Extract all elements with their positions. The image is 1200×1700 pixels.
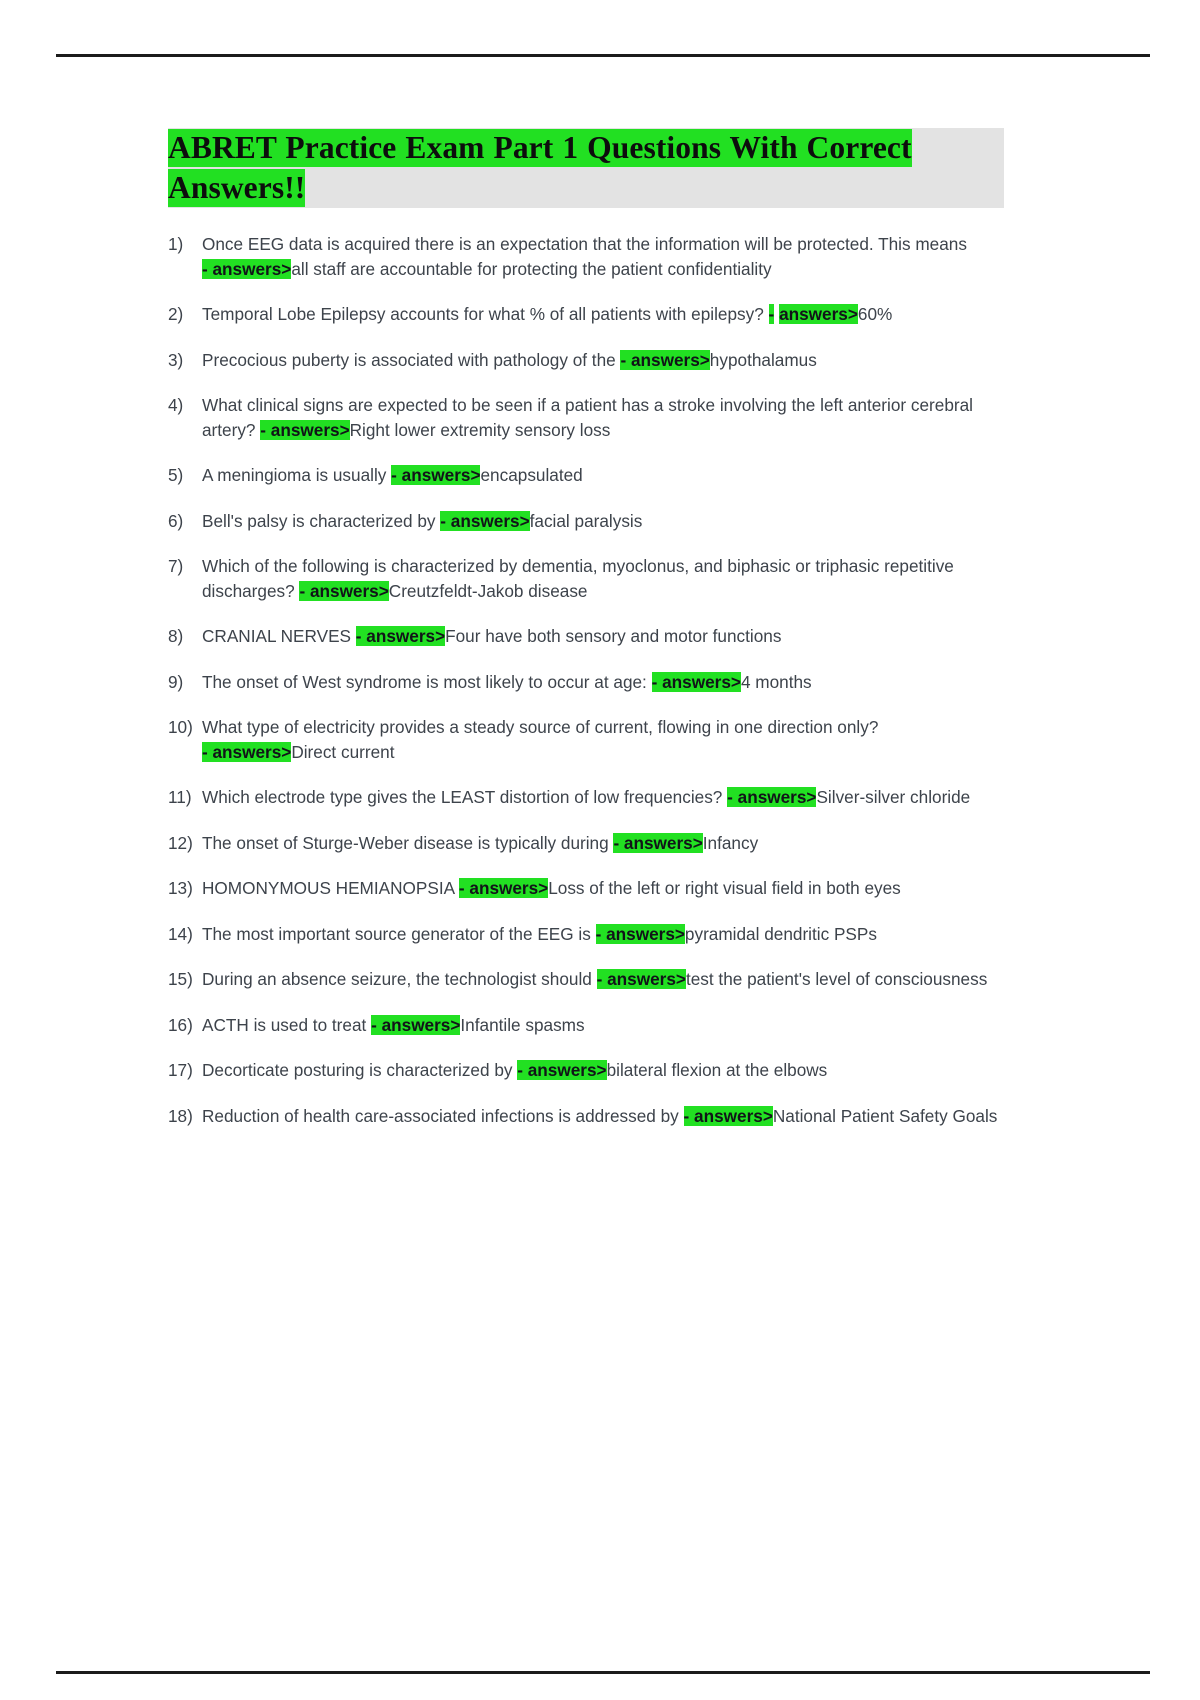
question-prompt: CRANIAL NERVES (202, 626, 356, 646)
question-prompt: The onset of Sturge-Weber disease is typically during (202, 832, 614, 853)
question-text (202, 554, 1010, 603)
question-number: 7) (168, 556, 184, 576)
question-text (202, 509, 1010, 534)
answer-text: 60% (857, 304, 893, 324)
answer-text: facial paralysis (529, 510, 643, 531)
question-number: 13) (168, 878, 193, 898)
question-item (168, 670, 1010, 695)
question-number: 14) (168, 923, 193, 944)
question-text (202, 232, 1010, 281)
question-text (202, 831, 1010, 856)
question-prompt: Reduction of health care-associated infections is addressed by (202, 1105, 684, 1126)
question-prompt: Which electrode type gives the LEAST distortion of low frequencies? (202, 787, 728, 807)
footer-rule (56, 1671, 1150, 1674)
question-prompt: Which of the following is characterized by dementia, myoclonus, and biphasic or triphasic repetitive discharges? (202, 556, 954, 601)
question-item (168, 393, 1010, 442)
question-item (168, 785, 1010, 810)
question-item (168, 876, 1010, 901)
answer-marker: - answers> (683, 1105, 773, 1126)
question-number: 1) (168, 234, 184, 254)
question-text (202, 876, 1010, 901)
question-item (168, 624, 1010, 649)
question-prompt: HOMONYMOUS HEMIANOPSIA (202, 878, 459, 898)
answer-marker: - answers> (458, 878, 549, 898)
answer-text: pyramidal dendritic PSPs (684, 923, 877, 944)
question-text (202, 1104, 1010, 1129)
answer-marker: - answers> (371, 1014, 461, 1035)
answer-text: Direct current (291, 741, 395, 762)
question-prompt: Temporal Lobe Epilepsy accounts for what % of all patients with epilepsy? (202, 304, 769, 324)
question-text (202, 1058, 1010, 1083)
answer-marker: - answers> (727, 787, 817, 807)
page-title-line-2: Answers!! (168, 170, 306, 205)
question-item (168, 509, 1010, 534)
question-prompt: During an absence seizure, the technologist should (202, 969, 597, 989)
page-title-line-1: ABRET Practice Exam Part 1 Questions With Correct (168, 130, 912, 165)
question-prompt: Decorticate posturing is characterized by (202, 1060, 518, 1080)
answer-marker: - answers> (440, 510, 530, 531)
answer-marker: - answers> (595, 923, 685, 944)
answer-text: hypothalamus (709, 349, 817, 370)
question-prompt: A meningioma is usually (202, 465, 392, 485)
answer-text: Infantile spasms (460, 1014, 585, 1035)
header-rule (56, 54, 1150, 57)
answer-text: bilateral flexion at the elbows (606, 1060, 828, 1080)
answer-marker: - answers> (596, 969, 686, 989)
question-prompt: What clinical signs are expected to be seen if a patient has a stroke involving the left anterior cerebral artery? (202, 395, 973, 440)
question-prompt: The onset of West syndrome is most likely to occur at age: (202, 671, 652, 692)
question-number: 12) (168, 832, 193, 853)
question-number: 15) (168, 969, 193, 989)
answer-marker: - answers> (260, 419, 350, 440)
question-number: 4) (168, 395, 184, 415)
question-prompt: The most important source generator of the EEG is (202, 923, 596, 944)
question-number: 3) (168, 349, 184, 370)
question-prompt: What type of electricity provides a steady source of current, flowing in one direction only? (202, 717, 879, 737)
question-number: 2) (168, 304, 184, 324)
question-item (168, 302, 1010, 327)
question-text (202, 348, 1010, 373)
answer-text: Loss of the left or right visual field in both eyes (548, 878, 901, 898)
question-text (202, 624, 1010, 649)
answer-text: Creutzfeldt-Jakob disease (388, 580, 588, 601)
question-text (202, 715, 1010, 764)
question-number: 6) (168, 510, 184, 531)
question-text (202, 393, 1010, 442)
answer-marker-tail: answers> (779, 304, 858, 324)
answer-text: Four have both sensory and motor functions (445, 626, 782, 646)
answer-marker: - answers> (620, 349, 710, 370)
answer-text: test the patient's level of consciousness (685, 969, 988, 989)
question-item (168, 232, 1010, 281)
question-number: 8) (168, 626, 184, 646)
question-text (202, 670, 1010, 695)
answer-marker: - answers> (517, 1060, 607, 1080)
answer-text: National Patient Safety Goals (772, 1105, 998, 1126)
answer-marker: - answers> (651, 671, 741, 692)
answer-text: all staff are accountable for protecting the patient confidentiality (291, 258, 772, 279)
question-item (168, 1104, 1010, 1129)
question-number: 11) (168, 787, 192, 807)
question-text (202, 967, 1010, 992)
question-list (168, 232, 1010, 1149)
question-item (168, 1058, 1010, 1083)
answer-marker: - answers> (202, 258, 292, 279)
answer-marker: - answers> (299, 580, 389, 601)
answer-text: 4 months (740, 671, 812, 692)
question-number: 9) (168, 671, 184, 692)
question-number: 17) (168, 1060, 193, 1080)
answer-text: Infancy (702, 832, 759, 853)
question-text (202, 922, 1010, 947)
question-text (202, 463, 1010, 488)
question-item (168, 554, 1010, 603)
answer-marker: - answers> (613, 832, 703, 853)
question-text (202, 785, 1010, 810)
question-prompt: ACTH is used to treat (202, 1014, 372, 1035)
question-prompt: Bell's palsy is characterized by (202, 510, 441, 531)
answer-text: encapsulated (480, 465, 583, 485)
question-number: 18) (168, 1105, 193, 1126)
question-text (202, 1013, 1010, 1038)
answer-marker-head: - (768, 304, 775, 324)
document-title-band (168, 128, 1004, 208)
question-item (168, 831, 1010, 856)
question-item (168, 1013, 1010, 1038)
answer-text: Silver-silver chloride (816, 787, 971, 807)
question-number: 5) (168, 465, 184, 485)
question-item (168, 715, 1010, 764)
question-prompt: Once EEG data is acquired there is an expectation that the information will be protected. This means (202, 234, 967, 254)
question-number: 10) (168, 717, 193, 737)
question-text (202, 302, 1010, 327)
answer-marker: - answers> (391, 465, 481, 485)
answer-text: Right lower extremity sensory loss (349, 419, 611, 440)
answer-marker: - answers> (355, 626, 446, 646)
question-number: 16) (168, 1014, 193, 1035)
question-item (168, 348, 1010, 373)
answer-marker: - answers> (202, 741, 292, 762)
question-item (168, 463, 1010, 488)
page-title (168, 128, 1004, 208)
question-item (168, 922, 1010, 947)
question-item (168, 967, 1010, 992)
question-prompt: Precocious puberty is associated with pathology of the (202, 349, 621, 370)
